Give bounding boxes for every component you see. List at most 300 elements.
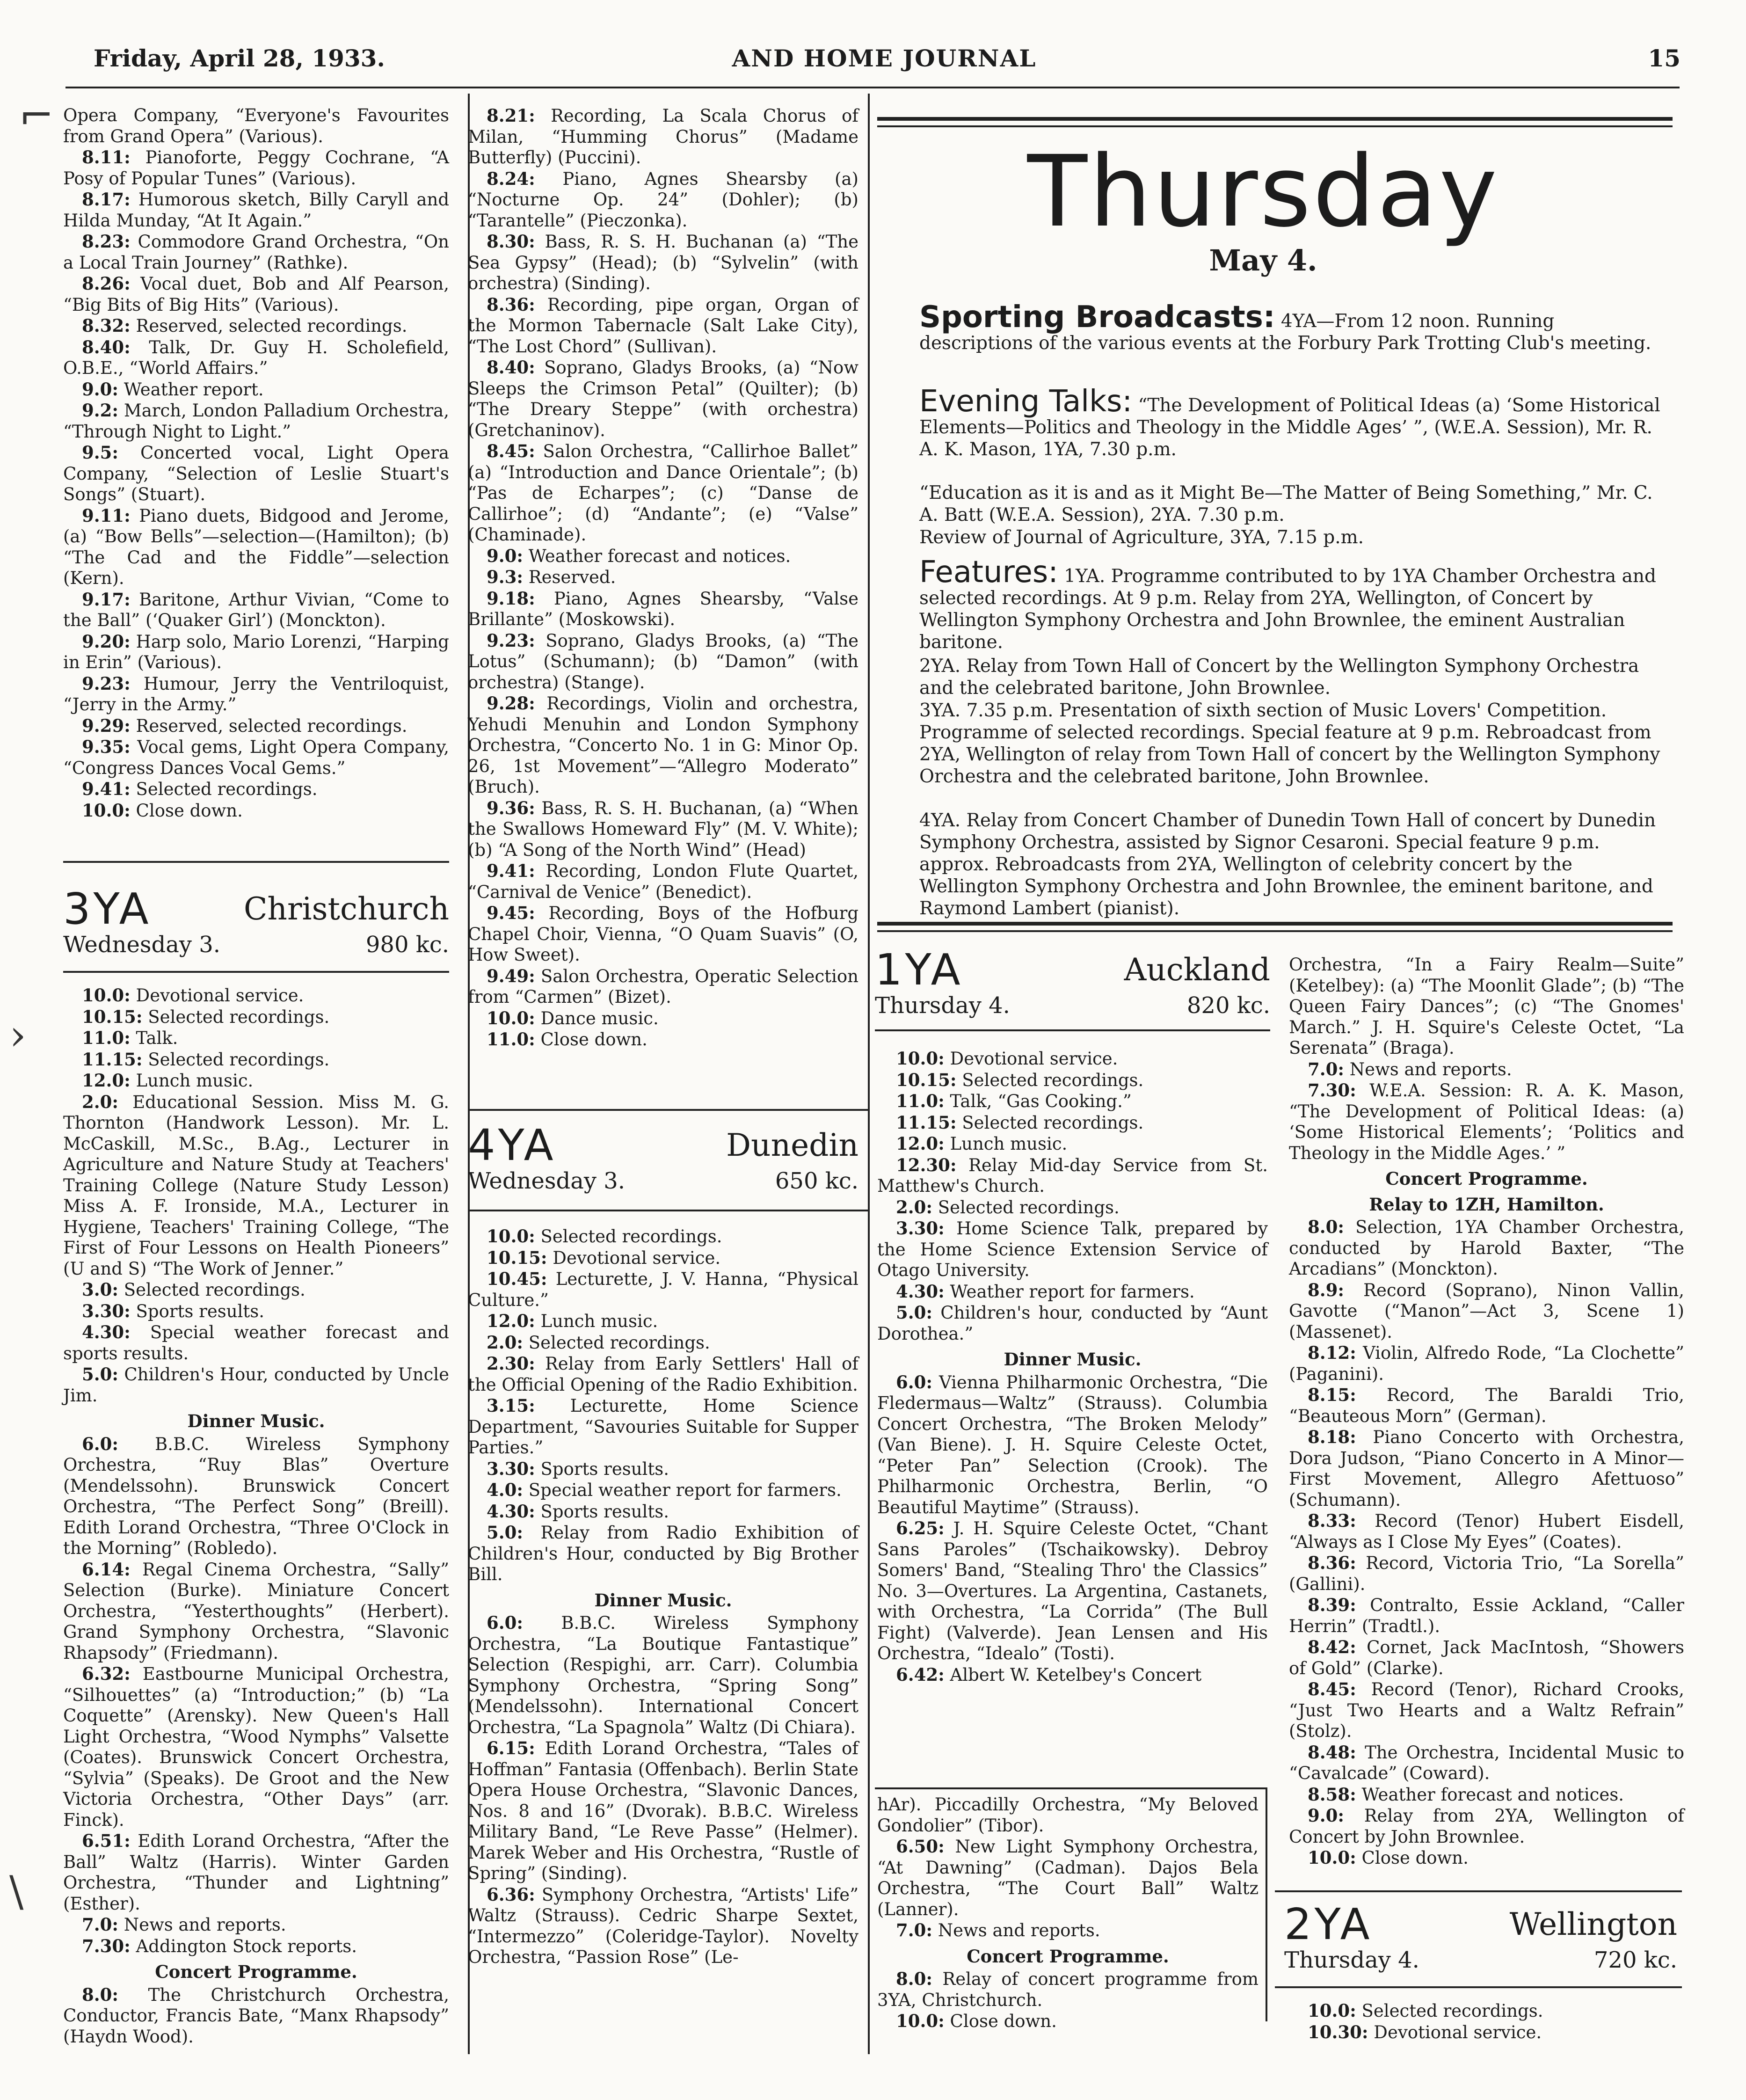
programme-text: Edith Lorand Orchestra, “Tales of Hoffman” Fantasia (Offenbach). Berlin State Opera House Orchestra, “Slavonic Dances, Nos. 8 and 16” (Dvorak). B.B.C. Wireless Military Band, “Le Reve Passe” (Helmer). Marek Weber and His Orchestra, “Rustle of Spring” (Sinding). [468, 1738, 858, 1883]
station-4ya-header [468, 1120, 858, 1194]
programme-text: Lecturette, J. V. Hanna, “Physical Culture.” [468, 1269, 858, 1310]
programme-time: 9.2: [82, 400, 119, 421]
programme-time: 9.3: [487, 567, 524, 587]
programme-time: 7.0: [82, 1914, 119, 1935]
programme-time: 10.15: [487, 1247, 547, 1268]
programme-text: Recording, pipe organ, Organ of the Mormon Tabernacle (Salt Lake City), “The Lost Chord” (Sullivan). [468, 294, 859, 357]
programme-text: Devotional service. [136, 985, 304, 1006]
header-rule [65, 87, 1680, 88]
programme-time: 9.23: [487, 630, 535, 651]
programme-text: Recording, La Scala Chorus of Milan, “Humming Chorus” (Madame Butterfly) (Puccini). [468, 106, 858, 168]
programme-time: 6.42: [896, 1664, 945, 1685]
programme-text: Devotional service. [950, 1049, 1118, 1069]
page-number: 15 [1648, 44, 1681, 72]
programme-text: Selected recordings. [1361, 2001, 1543, 2021]
programme-time: 3.30: [487, 1458, 535, 1479]
talks-label: Evening Talks: [919, 384, 1133, 419]
programme-item [63, 631, 449, 673]
programme-text: Reserved, selected recordings. [136, 715, 407, 736]
programme-time: 7.30: [82, 1935, 131, 1956]
programme-time: 3.30: [82, 1300, 131, 1321]
programme-item [468, 1008, 858, 1029]
programme-text: Special weather forecast and sports results. [63, 1322, 449, 1364]
programme-time: 6.51: [82, 1830, 131, 1851]
programme-time: 7.0: [896, 1920, 933, 1940]
programme-item [877, 1518, 1268, 1664]
banner-rule [877, 930, 1673, 932]
programme-time: 7.0: [1308, 1058, 1345, 1079]
programme-text: Vocal gems, Light Opera Company, “Congress Dances Vocal Gems.” [63, 737, 449, 778]
programme-text: News and reports. [1349, 1059, 1512, 1079]
programme-time: 7.30: [1308, 1080, 1356, 1101]
section-rule [1275, 1890, 1682, 1892]
programme-time: 11.0: [487, 1029, 535, 1050]
programme-item [877, 1302, 1268, 1344]
programme-time: 2.0: [487, 1332, 524, 1353]
programme-text: News and reports. [124, 1915, 286, 1935]
programme-item [468, 1738, 858, 1884]
programme-item [1289, 2000, 1684, 2022]
programme-item [1289, 1510, 1684, 1553]
station-city: Christchurch [243, 891, 449, 927]
station-frequency: 720 kc. [1593, 1947, 1677, 1973]
programme-item [63, 1559, 449, 1664]
programme-time: 10.30: [1308, 2021, 1368, 2042]
station-call-sign: 4YA [468, 1120, 556, 1170]
section-rule [468, 1210, 868, 1211]
programme-text: Humorous sketch, Billy Caryll and Hilda Munday, “At It Again.” [63, 190, 450, 231]
programme-item [1289, 1784, 1684, 1806]
programme-item [468, 1247, 858, 1269]
programme-item [1289, 1553, 1684, 1595]
programme-item [468, 546, 858, 567]
programme-time: 8.12: [1308, 1342, 1356, 1363]
programme-text: Devotional service. [553, 1247, 721, 1268]
programme-time: 8.0: [1308, 1217, 1345, 1237]
programme-time: 11.15: [82, 1049, 143, 1070]
programme-text: Weather report for farmers. [950, 1281, 1195, 1302]
programme-item [877, 1133, 1268, 1155]
programme-time: 8.23: [82, 231, 131, 252]
programme-item [468, 1884, 858, 1968]
programme-time: 6.32: [82, 1663, 131, 1684]
programme-time: 5.0: [896, 1302, 933, 1323]
programme-text: J. H. Squire Celeste Octet, “Chant Sans Paroles” (Tschaikowsky). Debroy Somers' Band, “Stealing Thro' the Classics” No. 3—Overtures. La Argentina, Castanets, with Orchestra, “La Corrida” (The Bull Fight) (Valverde). Jean Lensen and His Orchestra, “Idealo” (Tosti). [877, 1518, 1268, 1663]
station-frequency: 650 kc. [775, 1168, 858, 1194]
programme-text: Record (Tenor) Hubert Eisdell, “Always as I Close My Eyes” (Coates). [1289, 1511, 1684, 1552]
programme-item [1289, 1059, 1684, 1080]
programme-text: Eastbourne Municipal Orchestra, “Silhouettes” (a) “Introduction;” (b) “La Coquette” (Arensky). New Queen's Hall Light Orchestra, “Wood Nymphs” Valsette (Coates). Brunswick Concert Orchestra, “Sylvia” (Speaks). De Groot and the New Victoria Orchestra, “Other Days” (arr. Finck). [63, 1664, 449, 1830]
programme-item [468, 1226, 858, 1247]
programme-time: 8.21: [487, 105, 535, 126]
programme-text: New Light Symphony Orchestra, “At Dawning” (Cadman). Dajos Bela Orchestra, “The Court Ball” Waltz (Lanner). [877, 1837, 1259, 1919]
programme-item [1289, 1637, 1684, 1679]
programme-time: 9.0: [487, 545, 524, 566]
section-rule [1275, 1986, 1682, 1988]
programme-item [63, 1049, 449, 1071]
programme-item [63, 1322, 449, 1364]
programme-text: Lunch music. [540, 1311, 658, 1331]
programme-item [1289, 1595, 1684, 1637]
station-frequency: 980 kc. [365, 932, 449, 958]
programme-time: 8.33: [1308, 1510, 1356, 1531]
programme-text: Bass, R. S. H. Buchanan, (a) “When the Swallows Homeward Fly” (M. V. White); (b) “A Song of the North Wind” (Head) [468, 798, 858, 860]
programme-time: 6.25: [896, 1518, 945, 1539]
programme-item [63, 337, 449, 379]
programme-text: The Christchurch Orchestra, Conductor, Francis Bate, “Manx Rhapsody” (Haydn Wood). [63, 1984, 449, 2047]
programme-item [468, 1029, 858, 1050]
evening-talks [919, 384, 1668, 460]
programme-text: Piano Concerto with Orchestra, Dora Judson, “Piano Concerto in A Minor—First Movement, Allegro Afettuoso” (Schumann). [1289, 1427, 1684, 1510]
programme-time: 9.41: [82, 779, 131, 799]
programme-time: 12.30: [896, 1154, 957, 1175]
programme-text: Recordings, Violin and orchestra, Yehudi Menuhin and London Symphony Orchestra, “Concerto No. 1 in G: Minor Op. 26, 1st Movement”—“Allegro Moderato” (Bruch). [468, 693, 859, 797]
programme-text: Regal Cinema Orchestra, “Sally” Selection (Burke). Miniature Concert Orchestra, “Yesterthoughts” (Herbert). Grand Symphony Orchestra, “Slavonic Rhapsody” (Friedmann). [63, 1559, 449, 1663]
programme-text: Selected recordings. [528, 1332, 710, 1353]
programme-item [468, 1612, 858, 1738]
programme-time: 9.11: [82, 505, 131, 526]
programme-text: Pianoforte, Peggy Cochrane, “A Posy of Popular Tunes” (Various). [63, 147, 449, 189]
programme-item [468, 630, 858, 693]
programme-item [63, 231, 449, 273]
column-divider [1266, 1787, 1267, 2021]
programme-time: 8.36: [1308, 1553, 1356, 1573]
programme-item [468, 860, 858, 903]
programme-text: Sports results. [540, 1458, 669, 1479]
programme-text: Relay from 2YA, Wellington of Concert by John Brownlee. [1289, 1806, 1685, 1847]
programme-text: Special weather report for farmers. [528, 1480, 842, 1500]
programme-item [1289, 955, 1684, 1059]
programme-text: Concerted vocal, Light Opera Company, “Selection of Leslie Stuart's Songs” (Stuart). [63, 443, 449, 504]
programme-text: Selected recordings. [938, 1197, 1120, 1218]
programme-text: Orchestra, “In a Fairy Realm—Suite” (Ketelbey): (a) “The Moonlit Glade”; (b) “The Queen Fairy Dances”; (c) “The Gnomes' March.” J. H. Squire's Celeste Octet, “La Serenata” (Braga). [1289, 955, 1684, 1058]
programme-text: Relay of concert programme from 3YA, Christchurch. [877, 1969, 1259, 2010]
programme-item [63, 315, 449, 337]
programme-time: 6.50: [896, 1836, 945, 1857]
programme-item [63, 400, 449, 442]
programme-text: Record, The Baraldi Trio, “Beauteous Morn” (German). [1289, 1385, 1684, 1426]
programme-time: 8.40: [82, 336, 131, 357]
programme-text: Talk. [136, 1028, 178, 1048]
column-2-bottom [468, 1226, 858, 1968]
talks-item-2: “Education as it is and as it Might Be—The Matter of Being Something,” Mr. C. A. Batt (W.E.A. Session), 2YA. 7.30 p.m. [919, 482, 1653, 525]
section-heading: Concert Programme. [155, 1961, 357, 1982]
programme-text: Relay from Radio Exhibition of Children's Hour, conducted by Big Brother Bill. [468, 1523, 859, 1584]
programme-item [63, 779, 449, 800]
programme-time: 10.0: [1308, 1847, 1356, 1868]
programme-text: Piano duets, Bidgood and Jerome, (a) “Bow Bells”—selection—(Hamilton); (b) “The Cad and the Fiddle”—selection (Kern). [63, 505, 450, 588]
programme-text: Sports results. [136, 1301, 265, 1321]
programme-text: Weather report. [124, 379, 264, 400]
section-heading: Concert Programme. [967, 1946, 1169, 1967]
programme-text: Sports results. [540, 1501, 669, 1522]
programme-time: 4.0: [487, 1480, 524, 1500]
programme-text: Children's Hour, conducted by Uncle Jim. [63, 1364, 450, 1406]
programme-text: Soprano, Gladys Brooks, (a) “The Lotus” (Schumann); (b) “Damon” (with orchestra) (Stange). [468, 630, 858, 693]
programme-time: 9.0: [1308, 1805, 1345, 1826]
programme-time: 10.0: [487, 1226, 535, 1247]
margin-mark: \ [9, 1867, 24, 1916]
programme-text: Vocal duet, Bob and Alf Pearson, “Big Bits of Big Hits” (Various). [63, 274, 450, 315]
programme-time: 8.15: [1308, 1385, 1356, 1405]
programme-item [1289, 1805, 1684, 1847]
programme-item [468, 588, 858, 630]
programme-item [468, 1501, 858, 1523]
programme-item [63, 505, 449, 589]
programme-text: Weather forecast and notices. [1361, 1784, 1624, 1805]
section-heading: Dinner Music. [594, 1590, 732, 1611]
programme-text: Selected recordings. [540, 1226, 722, 1247]
programme-text: Reserved, selected recordings. [136, 316, 407, 336]
programme-time: 6.0: [487, 1612, 524, 1633]
programme-item [1289, 1280, 1684, 1343]
programme-item [63, 1914, 449, 1936]
programme-text: Talk, Dr. Guy H. Scholefield, O.B.E., “World Affairs.” [63, 337, 449, 378]
programme-time: 11.15: [896, 1112, 957, 1133]
programme-item [877, 1664, 1268, 1686]
programme-time: 11.0: [896, 1091, 945, 1111]
programme-item [468, 903, 858, 966]
programme-text: The Orchestra, Incidental Music to “Cavalcade” (Coward). [1289, 1742, 1684, 1783]
programme-text: Baritone, Arthur Vivian, “Come to the Ball” (‘Quaker Girl’) (Monckton). [63, 589, 449, 630]
programme-text: Salon Orchestra, Operatic Selection from “Carmen” (Bizet). [468, 966, 858, 1007]
station-frequency: 820 kc. [1186, 992, 1270, 1019]
programme-item [63, 736, 449, 779]
programme-text: Lunch music. [950, 1134, 1068, 1154]
programme-text: Lunch music. [136, 1071, 254, 1091]
programme-item [1289, 1427, 1684, 1510]
programme-item [1289, 1847, 1684, 1869]
programme-text: Close down. [1361, 1848, 1469, 1868]
programme-text: Home Science Talk, prepared by the Home Science Extension Service of Otago University. [877, 1218, 1268, 1280]
programme-text: Record, Victoria Trio, “La Sorella” (Gallini). [1289, 1553, 1684, 1594]
programme-text: Selected recordings. [962, 1112, 1144, 1133]
sporting-text: 4YA—From 12 noon. Running descriptions of the various events at the Forbury Park Trotting Club's meeting. [919, 311, 1651, 354]
programme-item [468, 1353, 858, 1395]
programme-time: 6.14: [82, 1559, 131, 1580]
programme-text: Addington Stock reports. [136, 1936, 357, 1956]
talks-item-3: Review of Journal of Agriculture, 3YA, 7.15 p.m. [919, 527, 1364, 548]
programme-time: 6.0: [82, 1433, 119, 1454]
programme-item [63, 1028, 449, 1049]
programme-time: 3.0: [82, 1279, 119, 1300]
programme-item [468, 1522, 858, 1585]
programme-item [468, 231, 858, 294]
programme-text: Selected recordings. [136, 779, 318, 799]
sporting-label: Sporting Broadcasts: [919, 300, 1275, 335]
programme-time: 8.45: [1308, 1679, 1356, 1699]
banner-rule [877, 922, 1673, 926]
programme-time: 2.0: [896, 1196, 933, 1218]
programme-time: 4.30: [82, 1322, 131, 1342]
programme-time: 8.24: [487, 168, 535, 189]
programme-text: Devotional service. [1374, 2022, 1542, 2042]
programme-item [63, 1364, 449, 1406]
programme-item [63, 800, 449, 822]
programme-item [877, 1920, 1259, 1941]
programme-text: Selection, 1YA Chamber Orchestra, conducted by Harold Baxter, “The Arcadians” (Monckton). [1289, 1217, 1684, 1279]
column-1-top [63, 105, 449, 821]
programme-item [1289, 1342, 1684, 1385]
programme-time: 10.0: [896, 2011, 945, 2031]
programme-item [468, 693, 858, 798]
programme-text: Recording, Boys of the Hofburg Chapel Choir, Vienna, “O Quam Suavis” (O, How Sweet). [468, 903, 858, 965]
programme-time: 10.0: [1308, 2000, 1356, 2021]
programme-time: 5.0: [82, 1364, 119, 1385]
day-title: Thursday [1027, 134, 1499, 249]
programme-time: 6.15: [487, 1738, 535, 1758]
programme-text: Selected recordings. [148, 1049, 330, 1070]
programme-text: Piano, Agnes Shearsby (a) “Nocturne Op. 24” (Dohler); (b) “Tarantelle” (Pieczonka). [468, 168, 858, 231]
programme-time: 9.0: [82, 379, 119, 400]
programme-time: 4.30: [896, 1281, 945, 1302]
section-heading: Concert Programme. [1385, 1168, 1588, 1189]
programme-time: 10.45: [487, 1269, 547, 1289]
programme-time: 9.18: [487, 588, 535, 609]
station-call-sign: 3YA [63, 884, 152, 934]
programme-text: hAr). Piccadilly Orchestra, “My Beloved Gondolier” (Tibor). [877, 1794, 1259, 1836]
programme-time: 6.36: [487, 1884, 535, 1905]
programme-time: 9.36: [487, 797, 535, 818]
programme-item [63, 1830, 449, 1914]
column-3-upper [877, 1048, 1268, 1685]
programme-item [468, 1458, 858, 1480]
programme-text: Close down. [540, 1029, 647, 1050]
programme-time: 8.0: [896, 1969, 933, 1989]
feature-3ya: 3YA. 7.35 p.m. Presentation of sixth section of Music Lovers' Competition. Programme of selected recordings. Special feature at 9 p.m. Rebroadcast from 2YA, Wellington of relay from Town Hall of concert by the Wellington Symphony Orchestra and the celebrated baritone, John Brownlee. [919, 700, 1660, 787]
section-heading: Dinner Music. [187, 1411, 325, 1431]
programme-item [877, 1218, 1268, 1281]
programme-item [877, 1281, 1268, 1303]
programme-item [63, 189, 449, 231]
programme-text: Close down. [136, 800, 243, 821]
station-city: Dunedin [726, 1127, 858, 1163]
programme-text: Soprano, Gladys Brooks, (a) “Now Sleeps the Crimson Petal” (Quilter); (b) “The Dreary Steppe” (with orchestra) (Gretchaninov). [468, 357, 858, 440]
programme-time: 8.42: [1308, 1637, 1356, 1657]
programme-item [63, 147, 449, 189]
programme-text: News and reports. [938, 1920, 1100, 1940]
programme-text: Children's hour, conducted by “Aunt Dorothea.” [877, 1303, 1268, 1344]
programme-time: 8.18: [1308, 1427, 1356, 1447]
programme-text: Opera Company, “Everyone's Favourites from Grand Opera” (Various). [63, 105, 449, 146]
programme-item [63, 1279, 449, 1301]
programme-text: Selected recordings. [148, 1006, 330, 1027]
programme-item [63, 715, 449, 737]
programme-item [468, 441, 858, 546]
programme-text: Bass, R. S. H. Buchanan (a) “The Sea Gypsy” (Head); (b) “Sylvelin” (with orchestra) (Sinding). [468, 232, 858, 293]
programme-item [877, 2011, 1259, 2032]
programme-time: 9.17: [82, 589, 131, 610]
programme-item [63, 442, 449, 505]
programme-text: Dance music. [540, 1008, 659, 1028]
programme-item [468, 567, 858, 588]
programme-text: Violin, Alfredo Rode, “La Clochette” (Paganini). [1289, 1343, 1684, 1384]
station-call-sign: 1YA [875, 945, 963, 995]
station-2ya-header [1284, 1899, 1677, 1973]
programme-text: Salon Orchestra, “Callirhoe Ballet” (a) “Introduction and Dance Orientale”; (b) “Pas de Echarpes”; (c) “Danse de Callirhoe”; (d) “Andante”; (e) “Valse” (Chaminade). [468, 441, 858, 545]
station-3ya-header [63, 884, 449, 958]
programme-time: 3.30: [896, 1218, 945, 1239]
programme-time: 12.0: [487, 1311, 535, 1331]
station-day: Thursday 4. [875, 992, 1010, 1019]
programme-item [877, 1155, 1268, 1197]
header-date: Friday, April 28, 1933. [94, 44, 385, 72]
feature-2ya: 2YA. Relay from Town Hall of Concert by the Wellington Symphony Orchestra and the celebrated baritone, John Brownlee. [919, 656, 1639, 699]
sporting-broadcasts [919, 300, 1668, 354]
column-4-upper [1289, 955, 1684, 1869]
programme-item [1289, 1385, 1684, 1427]
programme-time: 12.0: [82, 1070, 131, 1091]
programme-text: W.E.A. Session: R. A. K. Mason, “The Development of Political Ideas: (a) ‘Some Historical Elements’; ‘Politics and Theology in the Middle Ages.’ ” [1289, 1080, 1684, 1163]
programme-item [63, 673, 449, 715]
programme-time: 8.36: [487, 294, 535, 315]
programme-time: 10.0: [896, 1048, 945, 1069]
section-heading: Relay to 1ZH, Hamilton. [1369, 1194, 1604, 1215]
programme-item [63, 1936, 449, 1957]
programme-item [63, 1434, 449, 1559]
programme-item [877, 1794, 1259, 1836]
programme-item [1289, 1679, 1684, 1742]
margin-mark: › [9, 1011, 26, 1060]
station-day: Thursday 4. [1284, 1947, 1419, 1973]
station-day: Wednesday 3. [63, 932, 221, 958]
programme-text: Selected recordings. [124, 1280, 306, 1300]
programme-item [468, 1269, 858, 1311]
programme-item [468, 1480, 858, 1501]
banner-rule [877, 125, 1673, 127]
programme-time: 8.32: [82, 315, 131, 336]
programme-item [63, 273, 449, 315]
programme-item [468, 966, 858, 1008]
programme-time: 8.26: [82, 273, 131, 294]
section-rule [875, 1787, 1266, 1789]
programme-item [877, 1112, 1268, 1134]
station-city: Auckland [1124, 952, 1270, 988]
programme-time: 2.30: [487, 1353, 535, 1374]
programme-time: 5.0: [487, 1522, 524, 1543]
programme-time: 9.5: [82, 442, 119, 463]
programme-item [877, 1091, 1268, 1112]
programme-text: Lecturette, Home Science Department, “Savouries Suitable for Supper Parties.” [468, 1396, 858, 1458]
programme-item [468, 357, 858, 441]
header-title: AND HOME JOURNAL [732, 44, 1037, 72]
programme-time: 2.0: [82, 1091, 119, 1112]
programme-time: 9.45: [487, 903, 535, 923]
programme-time: 8.0: [82, 1984, 119, 2005]
programme-time: 8.48: [1308, 1742, 1356, 1763]
programme-item [63, 1006, 449, 1028]
programme-item [468, 105, 858, 168]
features [919, 555, 1668, 653]
programme-text: Talk, “Gas Cooking.” [950, 1091, 1132, 1111]
programme-text: Edith Lorand Orchestra, “After the Ball” Waltz (Harris). Winter Garden Orchestra, “Thunder and Lightning” (Esther). [63, 1831, 449, 1914]
programme-item [1289, 1217, 1684, 1280]
programme-text: Relay from Early Settlers' Hall of the Official Opening of the Radio Exhibition. [468, 1354, 858, 1395]
programme-time: 9.20: [82, 631, 131, 652]
station-city: Wellington [1509, 1906, 1677, 1942]
programme-text: Educational Session. Miss M. G. Thornton (Handwork Lesson). Mr. L. McCaskill, M.Sc., B.Ag., Lecturer in Agriculture and Nature Study at Teachers' Training College (Nature Study Lesson) Miss A. F. Ironside, M.A., Lecturer in Hygiene, Teachers' Training College, “The First of Four Lessons on Health Pioneers” (U and S) “The Work of Jenner.” [63, 1092, 449, 1279]
programme-item [877, 1836, 1259, 1920]
features-label: Features: [919, 555, 1058, 590]
programme-item [877, 1372, 1268, 1518]
programme-time: 9.23: [82, 673, 131, 694]
feature-4ya: 4YA. Relay from Concert Chamber of Dunedin Town Hall of concert by Dunedin Symphony Orchestra, assisted by Signor Cesaroni. Special feature 9 p.m. approx. Rebroadcasts from 2YA, Wellington of celebrity concert by the Wellington Symphony Orchestra and John Brownlee, the eminent baritone, and Raymond Lambert (pianist). [919, 810, 1656, 919]
programme-item [877, 1197, 1268, 1218]
programme-time: 9.29: [82, 715, 131, 736]
section-heading: Dinner Music. [1004, 1349, 1142, 1370]
programme-time: 10.0: [82, 800, 131, 821]
column-divider [868, 94, 870, 2054]
